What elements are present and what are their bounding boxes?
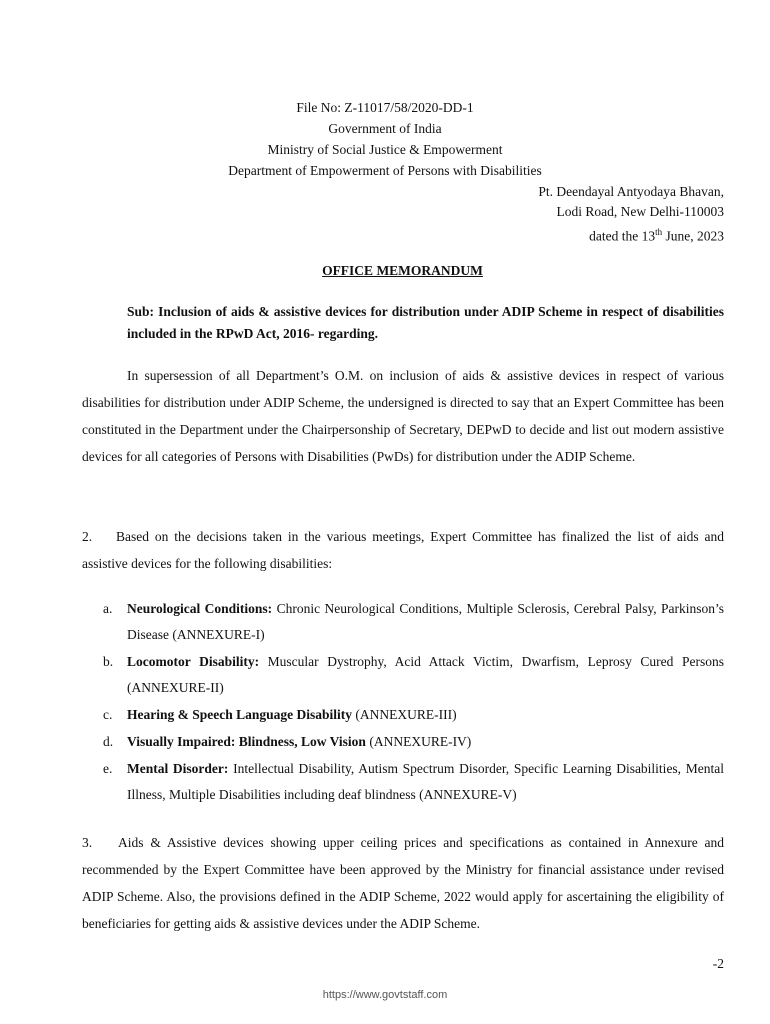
paragraph-2-number: 2. — [82, 529, 93, 544]
list-item-marker: d. — [103, 734, 114, 749]
list-item-heading: Neurological Conditions: — [127, 601, 273, 616]
list-item-heading: Visually Impaired: Blindness, Low Vision — [127, 734, 366, 749]
ministry-name: Ministry of Social Justice & Empowerment — [267, 142, 503, 157]
paragraph-3-number: 3. — [82, 835, 93, 850]
date-superscript: th — [655, 227, 663, 237]
list-item-marker: a. — [103, 601, 113, 616]
paragraph-2-text: Based on the decisions taken in the various meetings, Expert Committee has finalized the list of aids and assistive devices for the following disabilities: — [82, 529, 724, 571]
paragraph-2 — [82, 523, 724, 577]
list-item-text: Muscular Dystrophy, Acid Attack Victim, Dwarfism, Leprosy Cured Persons (ANNEXURE-II) — [127, 654, 724, 695]
paragraph-1-text: In supersession of all Department’s O.M. on inclusion of aids & assistive devices in respect of various disabilities for distribution under ADIP Scheme, the undersigned is directed to say that an Expert Committee has been constituted in the Department under the Chairpersonship of Secretary, DEPwD to decide and list out modern assistive devices for all categories of Persons with Disabilities (PwDs) for distribution under the ADIP Scheme. — [82, 368, 724, 464]
list-item — [82, 649, 724, 701]
paragraph-3-text: Aids & Assistive devices showing upper ceiling prices and specifications as contained in Annexure and recommended by the Expert Committee have been approved by the Ministry for financial assistance under revised ADIP Scheme. Also, the provisions defined in the ADIP Scheme, 2022 would apply for ascertaining the eligibility of beneficiaries for getting aids & assistive devices under the ADIP Scheme. — [82, 835, 724, 931]
list-item — [82, 702, 724, 728]
memo-date — [589, 222, 724, 247]
list-item — [82, 756, 724, 808]
paragraph-1 — [82, 362, 724, 470]
list-item-marker: c. — [103, 707, 113, 722]
memo-subject: Sub: Inclusion of aids & assistive devices for distribution under ADIP Scheme in respect of disabilities included in the RPwD Act, 2016- regarding. — [127, 304, 724, 341]
list-item-marker: b. — [103, 654, 114, 669]
department-name: Department of Empowerment of Persons with Disabilities — [228, 163, 542, 178]
list-item-heading: Locomotor Disability: — [127, 654, 260, 669]
list-item-text: Chronic Neurological Conditions, Multiple Sclerosis, Cerebral Palsy, Parkinson’s Disease (ANNEXURE-I) — [127, 601, 724, 642]
list-item-text: (ANNEXURE-IV) — [365, 734, 472, 749]
list-item — [82, 596, 724, 648]
date-prefix: dated the 13 — [589, 228, 656, 244]
memo-title: OFFICE MEMORANDUM — [322, 263, 483, 278]
list-item-heading: Hearing & Speech Language Disability — [127, 707, 353, 722]
list-item-marker: e. — [103, 761, 113, 776]
list-item-heading: Mental Disorder: — [127, 761, 229, 776]
address-line-2: Lodi Road, New Delhi-110003 — [556, 204, 724, 219]
list-item-text: (ANNEXURE-III) — [352, 707, 457, 722]
address-line-1: Pt. Deendayal Antyodaya Bhavan, — [538, 184, 724, 199]
page-number: -2 — [712, 956, 724, 971]
file-number: File No: Z-11017/58/2020-DD-1 — [296, 100, 474, 115]
paragraph-3 — [82, 829, 724, 937]
footer-url: https://www.govtstaff.com — [322, 989, 448, 1001]
list-item — [82, 729, 724, 755]
disability-list — [82, 596, 724, 809]
date-suffix: June, 2023 — [662, 228, 724, 244]
list-item-text: Intellectual Disability, Autism Spectrum Disorder, Specific Learning Disabilities, Mental Illness, Multiple Disabilities including deaf blindness (ANNEXURE-V) — [127, 761, 724, 802]
government-name: Government of India — [328, 121, 442, 136]
